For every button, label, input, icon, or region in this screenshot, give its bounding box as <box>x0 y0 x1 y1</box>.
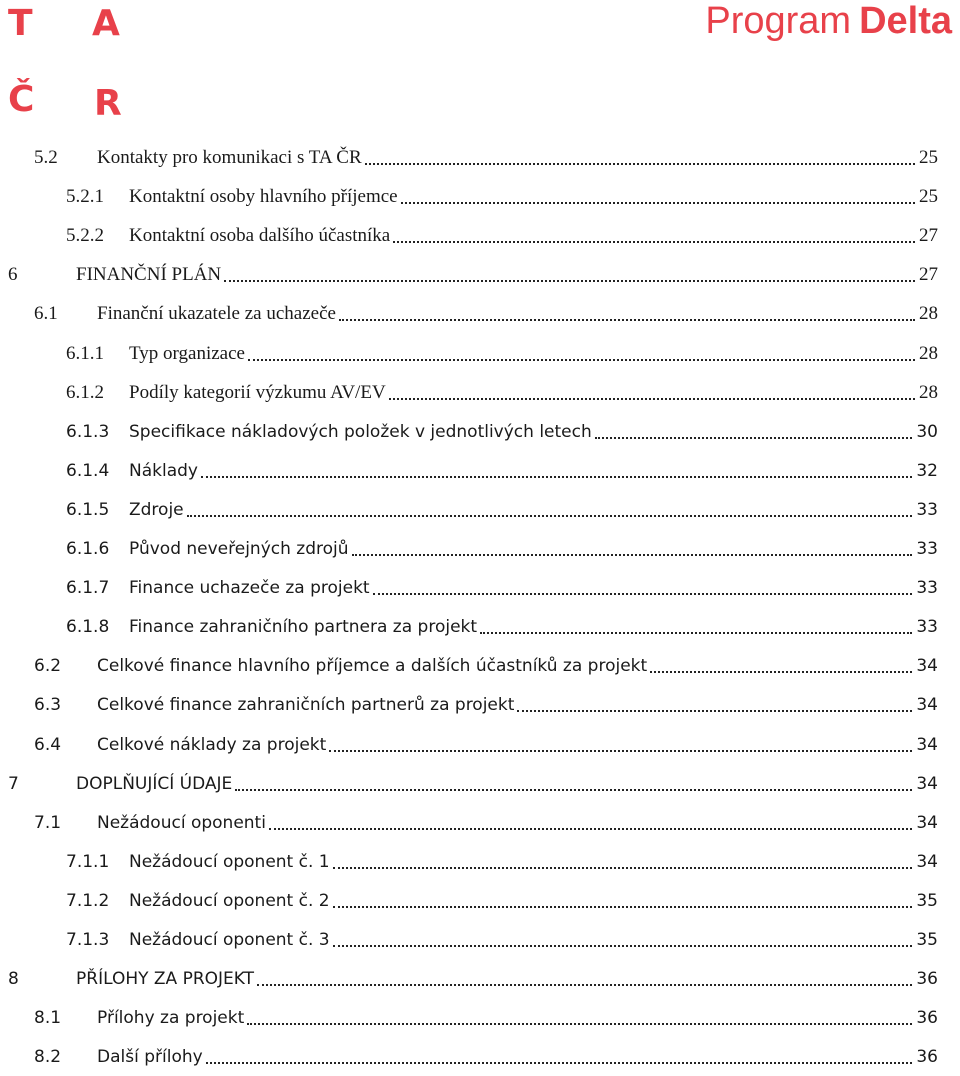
toc-entry-title[interactable]: Kontakty pro komunikaci s TA ČR <box>97 147 362 168</box>
toc-entry-title[interactable]: Celkové finance zahraničních partnerů za projekt <box>97 695 515 716</box>
toc-entry-page[interactable]: 28 <box>919 381 938 403</box>
toc-entry-title[interactable]: Původ neveřejných zdrojů <box>129 539 349 559</box>
toc-entry-title[interactable]: Kontaktní osoba dalšího účastníka <box>129 225 391 247</box>
dot-leader <box>517 710 912 712</box>
toc-entry[interactable] <box>66 374 938 412</box>
toc-entry-title[interactable]: Podíly kategorií výzkumu AV/EV <box>129 381 386 403</box>
toc-entry-page[interactable]: 35 <box>916 890 938 911</box>
toc-entry-title[interactable]: Finance zahraničního partnera za projekt <box>129 617 478 638</box>
toc-entry-page[interactable]: 33 <box>916 499 938 520</box>
toc-entry-number: 8.1 <box>34 1008 62 1029</box>
toc-entry[interactable] <box>8 256 938 294</box>
toc-entry-page[interactable]: 35 <box>916 930 938 950</box>
dot-leader <box>365 163 915 165</box>
toc-entry-number: 6.1.3 <box>66 421 110 442</box>
toc-entry-title[interactable]: Zdroje <box>129 499 184 520</box>
dot-leader <box>201 476 912 478</box>
toc-entry-number: 6.1.5 <box>66 499 110 520</box>
toc-entry-title[interactable]: PŘÍLOHY ZA PROJEKT <box>76 969 254 990</box>
dot-leader <box>269 828 912 830</box>
dot-leader <box>248 359 915 361</box>
toc-entry-number: 6.3 <box>34 695 62 716</box>
toc-entry[interactable] <box>66 921 938 959</box>
toc-entry-number: 6 <box>8 264 18 286</box>
toc-entry-number: 6.1.2 <box>66 381 104 403</box>
toc-entry-page[interactable]: 30 <box>916 421 938 442</box>
logo-letter: R <box>94 83 122 124</box>
toc-entry[interactable] <box>34 295 938 333</box>
toc-entry[interactable] <box>34 686 938 724</box>
toc-entry-page[interactable]: 34 <box>916 656 938 677</box>
toc-entry-page[interactable]: 25 <box>919 186 938 208</box>
toc-entry-number: 6.4 <box>34 734 62 755</box>
toc-entry[interactable] <box>8 765 938 803</box>
logo-letter: Č <box>8 79 35 120</box>
toc-entry-title[interactable]: Finanční ukazatele za uchazeče <box>97 303 336 325</box>
toc-entry-page[interactable]: 36 <box>916 1008 938 1029</box>
toc-entry-number: 6.1 <box>34 303 58 325</box>
toc-entry-page[interactable]: 33 <box>916 539 938 559</box>
toc-entry[interactable] <box>66 491 938 529</box>
toc-entry[interactable] <box>66 608 938 646</box>
logo-letter: T <box>8 3 33 44</box>
toc-entry-title[interactable]: Kontaktní osoby hlavního příjemce <box>129 186 398 208</box>
toc-entry-page[interactable]: 28 <box>919 303 938 325</box>
dot-leader <box>257 984 912 986</box>
toc-entry[interactable] <box>34 804 938 842</box>
toc-entry-number: 8.2 <box>34 1047 62 1068</box>
dot-leader <box>333 906 913 908</box>
toc-entry-page[interactable]: 36 <box>916 969 938 990</box>
toc-entry[interactable] <box>66 530 938 568</box>
toc-entry-page[interactable]: 33 <box>916 578 938 599</box>
toc-entry[interactable] <box>34 139 938 177</box>
toc-entry-page[interactable]: 32 <box>916 460 938 481</box>
toc-entry-page[interactable]: 28 <box>919 342 938 364</box>
toc-entry-page[interactable]: 34 <box>916 695 938 716</box>
toc-entry-title[interactable]: Nežádoucí oponenti <box>97 812 266 833</box>
toc-entry-page[interactable]: 27 <box>919 225 938 247</box>
toc-entry-title[interactable]: DOPLŇUJÍCÍ ÚDAJE <box>76 773 233 794</box>
toc-entry-title[interactable]: Specifikace nákladových položek v jednotlivých letech <box>129 421 592 442</box>
toc-entry-number: 5.2 <box>34 147 58 168</box>
toc-entry[interactable] <box>66 569 938 607</box>
toc-entry-page[interactable]: 34 <box>916 851 938 872</box>
toc-entry[interactable] <box>34 999 938 1037</box>
toc-entry-number: 7 <box>8 773 19 794</box>
toc-entry-page[interactable]: 34 <box>916 734 938 755</box>
toc-entry-title[interactable]: Další přílohy <box>97 1047 203 1068</box>
toc-entry[interactable] <box>34 726 938 764</box>
toc-entry-title[interactable]: Finance uchazeče za projekt <box>129 578 370 599</box>
dot-leader <box>333 867 913 869</box>
toc-entry-title[interactable]: FINANČNÍ PLÁN <box>76 264 222 286</box>
toc-entry[interactable] <box>66 843 938 881</box>
toc-entry-number: 7.1 <box>34 812 62 833</box>
toc-entry-number: 7.1.3 <box>66 930 110 950</box>
toc-entry-title[interactable]: Celkové finance hlavního příjemce a dalších účastníků za projekt <box>97 656 648 677</box>
toc-entry-number: 8 <box>8 969 19 990</box>
dot-leader <box>247 1023 912 1025</box>
toc-entry-page[interactable]: 34 <box>916 773 938 794</box>
dot-leader <box>373 593 913 595</box>
toc-entry-title[interactable]: Náklady <box>129 460 198 481</box>
dot-leader <box>235 789 912 791</box>
dot-leader <box>480 632 912 634</box>
toc-entry[interactable] <box>34 1038 938 1076</box>
dot-leader <box>389 398 915 400</box>
toc-entry[interactable] <box>34 647 938 685</box>
toc-entry[interactable] <box>66 882 938 920</box>
toc-entry-number: 6.1.4 <box>66 460 110 481</box>
delta-word: Delta <box>859 0 952 42</box>
dot-leader <box>187 515 913 517</box>
toc-entry-title[interactable]: Nežádoucí oponent č. 2 <box>129 890 330 911</box>
toc-entry-title[interactable]: Nežádoucí oponent č. 1 <box>129 851 330 872</box>
toc-entry-page[interactable]: 33 <box>916 617 938 638</box>
toc-entry-page[interactable]: 34 <box>916 812 938 833</box>
toc-entry-page[interactable]: 36 <box>916 1047 938 1068</box>
logo-letter: A <box>92 3 120 44</box>
toc-entry-number: 6.1.7 <box>66 578 110 599</box>
dot-leader <box>393 241 915 243</box>
toc-entry-title[interactable]: Typ organizace <box>129 342 245 364</box>
toc-entry-number: 6.1.1 <box>66 342 104 364</box>
toc-entry-number: 5.2.2 <box>66 225 104 247</box>
dot-leader <box>595 437 913 439</box>
toc-entry-number: 5.2.1 <box>66 186 104 208</box>
program-word: Program <box>705 0 852 42</box>
dot-leader <box>401 202 915 204</box>
toc-entry-title[interactable]: Celkové náklady za projekt <box>97 734 327 755</box>
toc-entry-number: 6.1.8 <box>66 617 110 638</box>
toc-entry[interactable] <box>66 452 938 490</box>
dot-leader <box>333 945 913 947</box>
toc-entry-title[interactable]: Nežádoucí oponent č. 3 <box>129 930 330 950</box>
toc-entry[interactable] <box>66 413 938 451</box>
dot-leader <box>352 554 913 556</box>
toc-entry-page[interactable]: 25 <box>919 147 938 168</box>
program-delta-logo <box>705 2 952 40</box>
toc-entry[interactable] <box>66 335 938 373</box>
toc-entry-number: 7.1.2 <box>66 890 110 911</box>
toc-entry[interactable] <box>8 960 938 998</box>
toc-entry-number: 6.1.6 <box>66 539 110 559</box>
toc-entry-page[interactable]: 27 <box>919 264 938 286</box>
dot-leader <box>650 671 912 673</box>
dot-leader <box>224 280 915 282</box>
toc-entry-number: 6.2 <box>34 656 62 677</box>
toc-entry-title[interactable]: Přílohy za projekt <box>97 1008 245 1029</box>
dot-leader <box>206 1062 913 1064</box>
tacr-logo <box>8 2 128 124</box>
dot-leader <box>329 750 912 752</box>
toc-entry[interactable] <box>66 217 938 255</box>
toc-entry[interactable] <box>66 178 938 216</box>
dot-leader <box>339 319 915 321</box>
toc-entry-number: 7.1.1 <box>66 851 110 872</box>
